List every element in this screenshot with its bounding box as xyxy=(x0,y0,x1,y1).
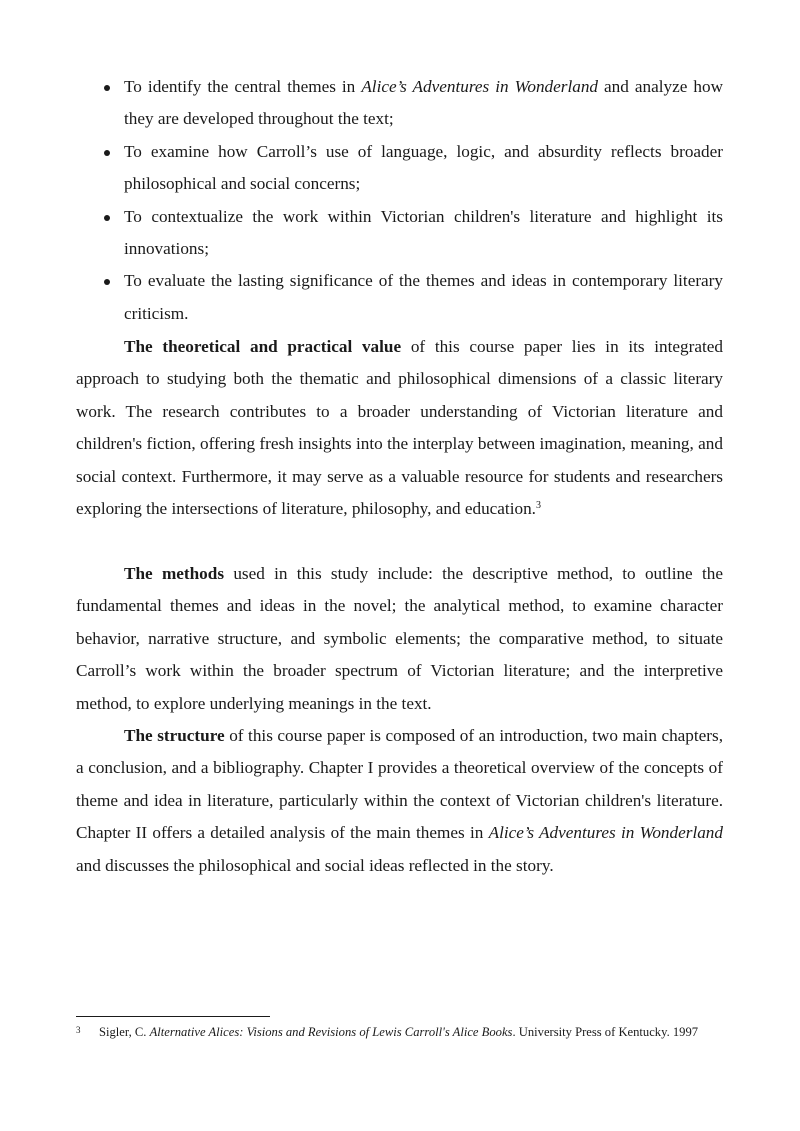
objective-item xyxy=(76,201,723,266)
objective-item xyxy=(76,71,723,136)
methods-paragraph xyxy=(76,558,723,720)
paragraph-text: of this course paper lies in its integrated approach to studying both the thematic and philosophical dimensions of a classic literary work. The research contributes to a broader understanding of Victorian literature and children's fiction, offering fresh insights into the interplay between imagination, meaning, and social context. Furthermore, it may serve as a valuable resource for students and researchers exploring the intersections of literature, philosophy, and education. xyxy=(76,337,723,519)
book-title: Alice’s Adventures in Wonderland xyxy=(488,823,723,843)
bullet-icon xyxy=(104,150,110,156)
footnote-reference[interactable]: 3 xyxy=(535,500,541,512)
book-title: Alice’s Adventures in Wonderland xyxy=(361,77,599,96)
paragraph-heading: The structure xyxy=(124,726,225,745)
footnote-number: 3 xyxy=(76,1025,81,1035)
objectives-list xyxy=(76,71,723,330)
objective-text: To evaluate the lasting significance of the themes and ideas in contemporary literary criticism. xyxy=(124,271,723,323)
paragraph-heading: The methods xyxy=(124,564,225,583)
footnote-publisher: . University Press of Kentucky. 1997 xyxy=(512,1025,699,1039)
value-paragraph xyxy=(76,331,723,525)
structure-paragraph xyxy=(76,720,723,882)
bullet-icon xyxy=(104,279,110,285)
footnote-book-title: Alternative Alices: Visions and Revisions of Lewis Carroll's Alice Books xyxy=(149,1025,513,1039)
objective-item xyxy=(76,136,723,201)
paragraph-text: and discusses the philosophical and social ideas reflected in the story. xyxy=(76,855,554,875)
bullet-icon xyxy=(104,85,110,91)
paragraph-text: of this course paper is composed of an introduction, two main chapters, a conclusion, and a bibliography. Chapter I provides a theoretical overview of the concepts of theme and idea in literature, particularly within the context of Victorian children's literature. Chapter II offers a detailed analysis of the main themes in xyxy=(76,726,724,843)
paragraph-heading: The theoretical and practical value xyxy=(124,337,402,356)
footnote-author: Sigler, C. xyxy=(99,1025,150,1039)
objective-text: To examine how Carroll’s use of language, logic, and absurdity reflects broader philosophical and social concerns; xyxy=(124,141,723,194)
objective-text: To contextualize the work within Victorian children's literature and highlight its innovations; xyxy=(124,206,723,259)
objective-text: To identify the central themes in xyxy=(124,77,362,96)
objective-text: and analyze how they are developed throughout the text; xyxy=(124,77,723,129)
bullet-icon xyxy=(104,215,110,221)
footnote-text xyxy=(76,1024,723,1041)
footnote-divider xyxy=(76,1016,270,1017)
paragraph-text: used in this study include: the descriptive method, to outline the fundamental themes and ideas in the novel; the analytical method, to examine character behavior, narrative structure, and symbolic elements; the comparative method, to situate Carroll’s work within the broader spectrum of Victorian literature; and the interpretive method, to explore underlying meanings in the text. xyxy=(76,564,723,713)
objective-item xyxy=(76,265,723,330)
footnote xyxy=(76,1024,723,1041)
